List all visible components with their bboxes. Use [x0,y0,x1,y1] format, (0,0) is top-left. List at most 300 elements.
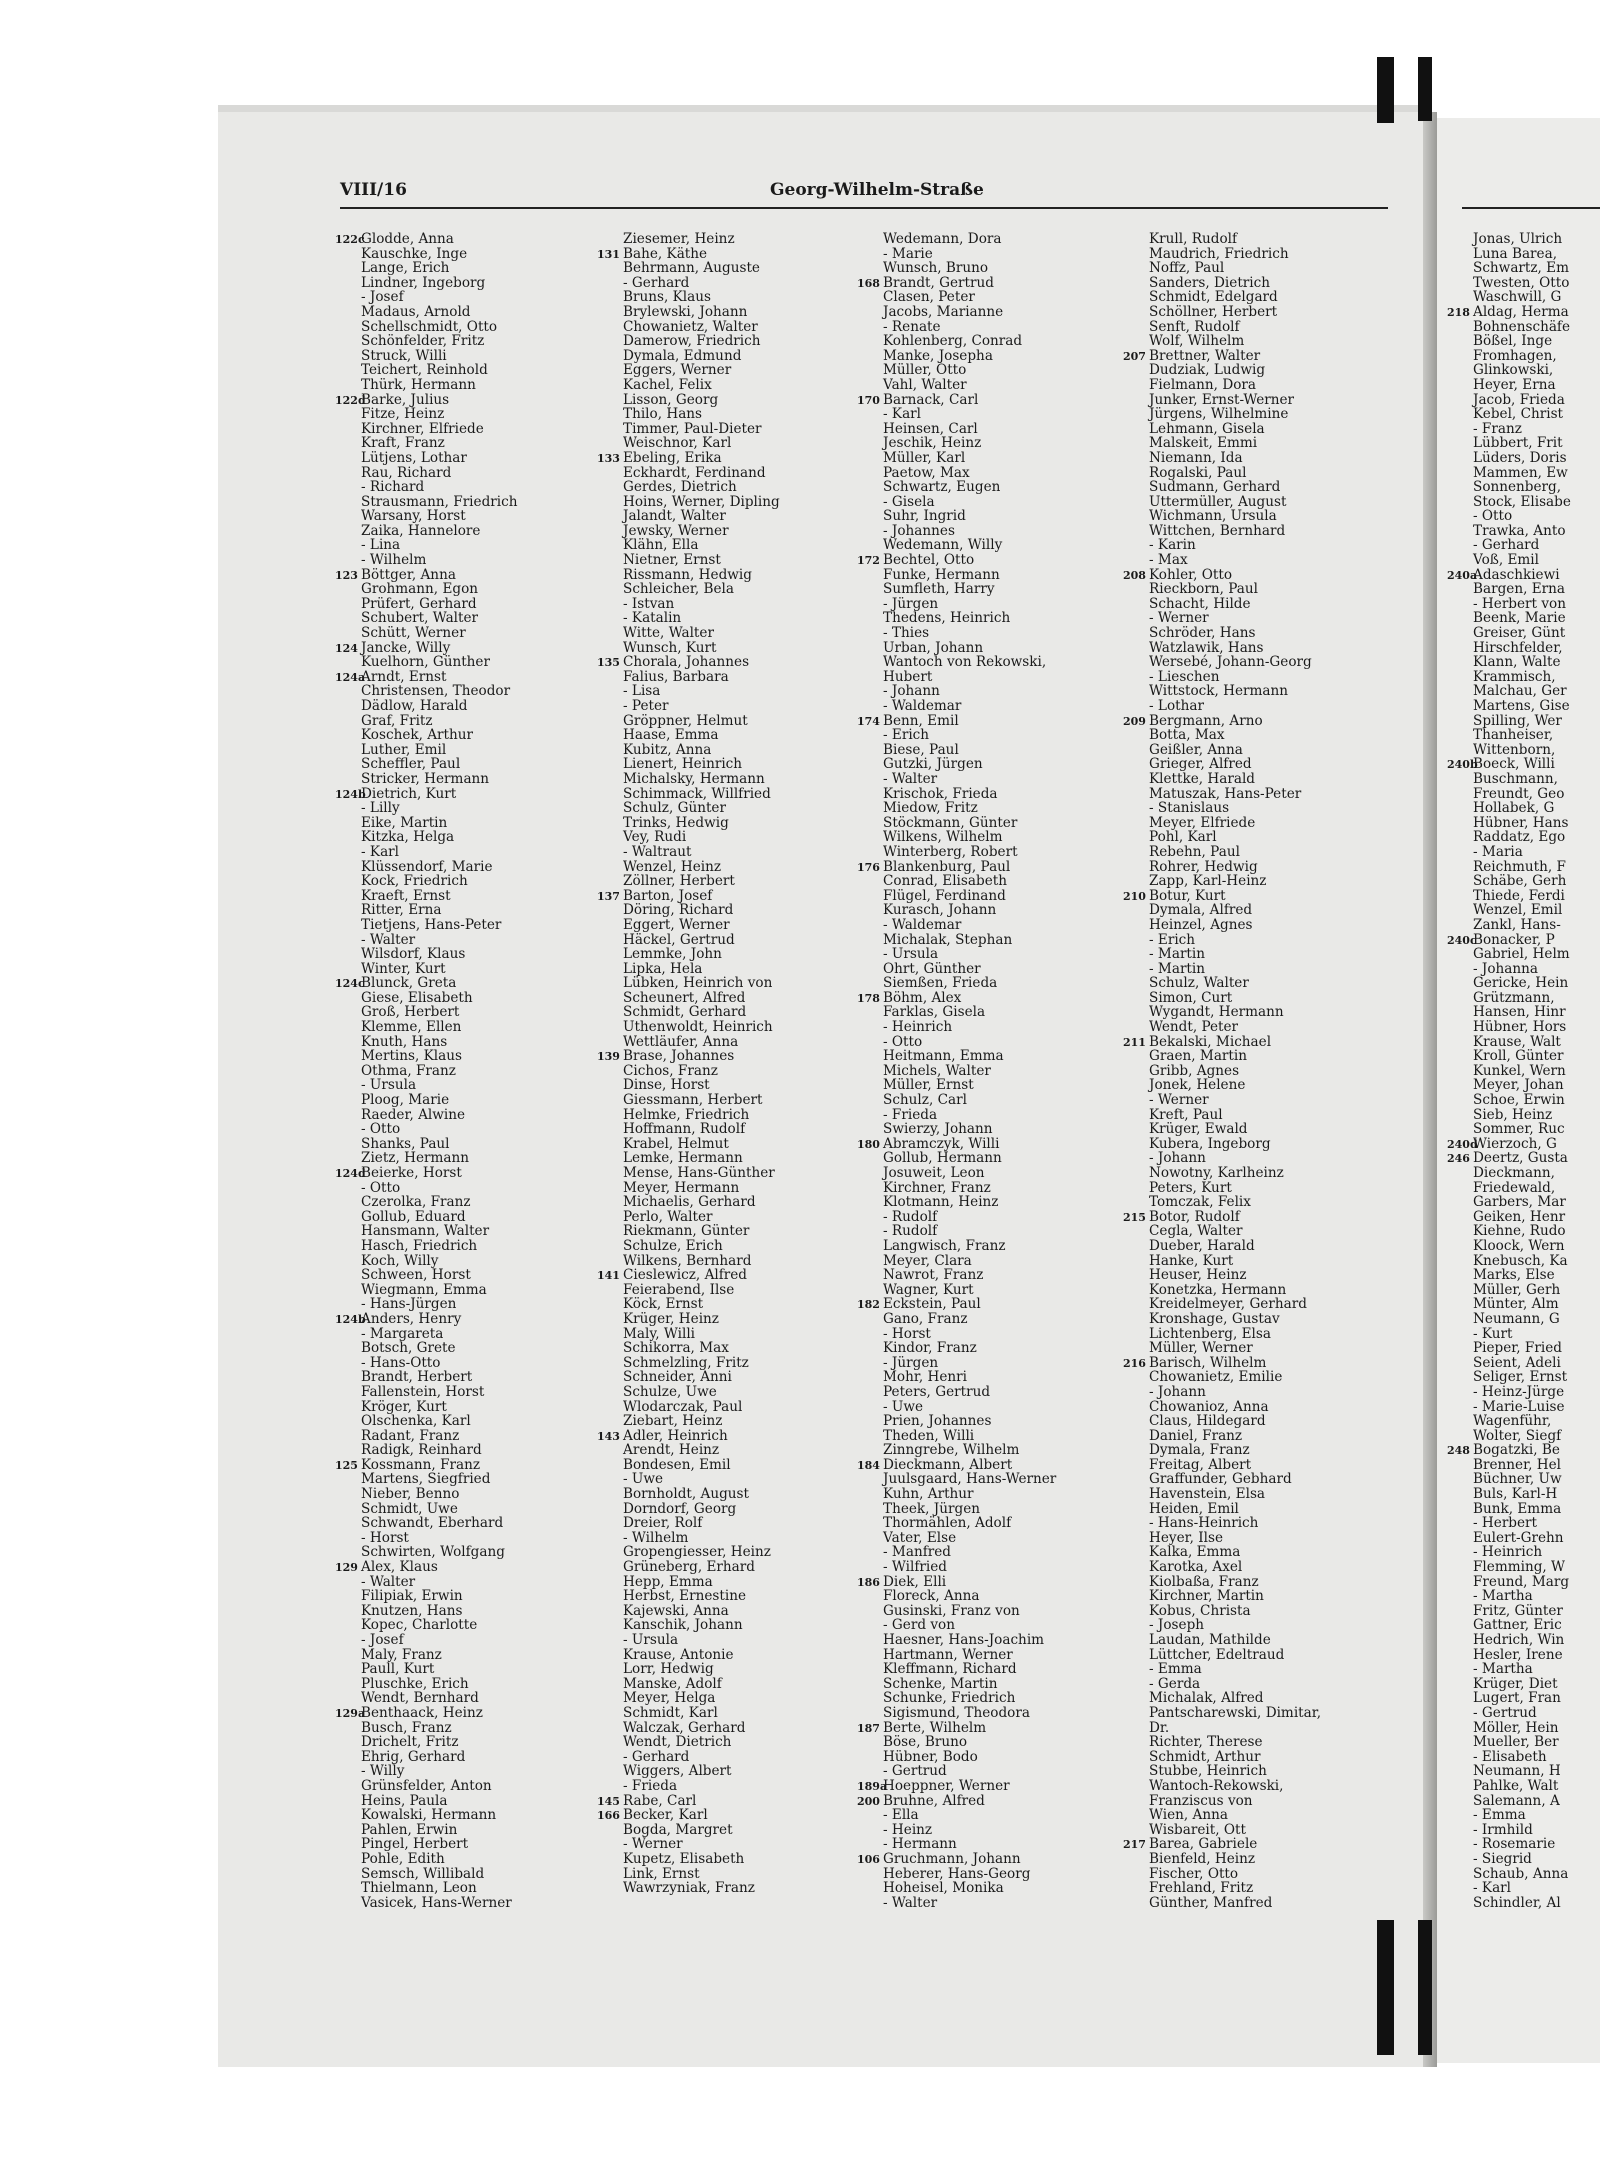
directory-entry [1447,699,1600,714]
resident-name: - Jürgen [883,595,939,612]
resident-name: Rau, Richard [361,464,452,481]
resident-name: Fischer, Otto [1149,1865,1239,1882]
directory-entry [1447,1005,1600,1020]
directory-entry [597,1764,842,1779]
directory-entry [1447,1545,1600,1560]
resident-name: Jonas, Ulrich [1473,231,1563,247]
resident-name: Müller, Karl [883,449,966,466]
directory-entry [1123,1472,1368,1487]
resident-name: Wersebé, Johann-Georg [1149,654,1312,671]
resident-name: Fritz, Günter [1473,1602,1563,1619]
directory-entry [1123,1589,1368,1604]
directory-entry [1123,1823,1368,1838]
directory-entry [857,1852,1102,1867]
directory-entry [857,1283,1102,1298]
resident-name: Beierke, Horst [361,1165,462,1181]
resident-name: Othma, Franz [361,1062,456,1079]
film-marker-bottom-left [1377,1920,1394,2055]
resident-name: Schmidt, Gerhard [623,1004,747,1021]
directory-entry [857,1648,1102,1663]
resident-name: Kajewski, Anna [623,1602,729,1619]
resident-name: Busch, Franz [361,1719,452,1736]
directory-entry [857,524,1102,539]
resident-name: - Marie-Luise [1473,1398,1565,1415]
resident-name: Flemming, W [1473,1559,1566,1576]
directory-entry [1123,1166,1368,1181]
directory-entry [1447,568,1600,583]
directory-entry [1123,1502,1368,1517]
directory-entry [597,889,842,904]
directory-entry [1447,538,1600,553]
resident-name: Maly, Willi [623,1325,696,1342]
resident-name: - Waldemar [883,698,962,714]
resident-name: Bergmann, Arno [1149,712,1263,729]
directory-entry [857,247,1102,262]
directory-entry [597,611,842,626]
directory-entry [1447,349,1600,364]
resident-name: Struck, Willi [361,347,447,364]
directory-entry [597,1210,842,1225]
resident-name: Tietjens, Hans-Peter [361,916,502,933]
directory-entry [597,378,842,393]
directory-entry [597,1414,842,1429]
resident-name: Heyer, Erna [1473,376,1556,393]
directory-entry [597,334,842,349]
house-number: 124d [335,1167,366,1180]
directory-entry [335,422,580,437]
resident-name: Schunke, Friedrich [883,1690,1016,1707]
house-number: 124b [335,1312,366,1326]
resident-name: Rohrer, Hedwig [1149,858,1258,875]
resident-name: Gutzki, Jürgen [883,756,983,773]
resident-name: Wittchen, Bernhard [1149,522,1286,539]
directory-entry [857,670,1102,685]
resident-name: Klettke, Harald [1149,770,1256,787]
directory-entry [335,1633,580,1648]
directory-entry [597,582,842,597]
directory-entry [1123,889,1368,904]
directory-entry [335,1560,580,1575]
directory-entry [597,947,842,962]
resident-name: Thielmann, Leon [361,1880,477,1897]
directory-entry [597,1545,842,1560]
house-number: 124a [335,670,366,684]
house-number: 166 [597,1809,620,1823]
resident-name: Meyer, Clara [883,1252,972,1269]
directory-entry [857,1239,1102,1254]
directory-entry [335,1867,580,1882]
directory-entry [597,1356,842,1371]
directory-entry [857,1327,1102,1342]
directory-entry [335,1458,580,1473]
resident-name: Blunck, Greta [361,975,457,992]
resident-name: Bunk, Emma [1473,1500,1562,1517]
resident-name: Glodde, Anna [361,231,454,247]
resident-name: Warsany, Horst [361,508,466,525]
directory-entry [1123,1254,1368,1269]
directory-entry [1123,830,1368,845]
directory-entry [1123,1852,1368,1867]
directory-entry [857,495,1102,510]
house-number: 216 [1123,1356,1146,1370]
resident-name: Christensen, Theodor [361,683,511,700]
directory-entry [1447,363,1600,378]
resident-name: Cieslewicz, Alfred [623,1267,748,1284]
resident-name: Adler, Heinrich [623,1427,728,1444]
directory-entry [1123,1005,1368,1020]
directory-entry [857,991,1102,1006]
resident-name: Schütt, Werner [361,625,466,642]
directory-entry [1123,524,1368,539]
directory-entry [1447,495,1600,510]
film-marker-top-right [1418,57,1432,121]
resident-name: Voß, Emil [1473,552,1539,569]
directory-entry [597,976,842,991]
resident-name: Paull, Kurt [361,1661,435,1678]
resident-name: Wendt, Bernhard [361,1690,479,1707]
directory-entry [857,582,1102,597]
resident-name: Stock, Elisabe [1473,493,1571,510]
resident-name: Jacobs, Marianne [883,303,1004,320]
resident-name: Bechtel, Otto [883,552,975,569]
resident-name: Brylewski, Johann [623,303,748,320]
resident-name: Wantoch-Rekowski, [1149,1777,1284,1794]
resident-name: Büchner, Uw [1473,1471,1562,1488]
resident-name: Krause, Walt [1473,1033,1561,1050]
directory-entry [1123,1779,1368,1794]
directory-entry [1447,991,1600,1006]
resident-name: Hubert [883,668,933,685]
resident-name: Krüger, Ewald [1149,1121,1248,1138]
directory-entry [335,393,580,408]
resident-name: Buls, Karl-H [1473,1486,1558,1503]
resident-name: Pohl, Karl [1149,829,1217,846]
resident-name: Simon, Curt [1149,989,1233,1006]
resident-name: Bruhne, Alfred [883,1792,985,1809]
directory-entry [1123,334,1368,349]
resident-name: - Heinz-Jürge [1473,1383,1565,1400]
resident-name: Blankenburg, Paul [883,858,1011,875]
directory-entry [335,597,580,612]
resident-name: - Frieda [623,1777,678,1794]
resident-name: Böhm, Alex [883,989,962,1006]
resident-name: Krüger, Diet [1473,1675,1558,1692]
resident-name: Wendt, Peter [1149,1019,1239,1036]
resident-name: Krischok, Frieda [883,785,998,802]
resident-name: Botta, Max [1149,727,1225,744]
directory-entry [1123,655,1368,670]
resident-name: Sumfleth, Harry [883,581,995,598]
resident-name: Boeck, Willi [1473,756,1555,773]
resident-name: Schwartz, Em [1473,260,1569,277]
directory-entry [1123,349,1368,364]
resident-name: Peters, Kurt [1149,1179,1232,1196]
directory-entry [335,1122,580,1137]
directory-entry [1447,1560,1600,1575]
directory-entry [1123,1035,1368,1050]
directory-entry [1123,363,1368,378]
resident-name: Koschek, Arthur [361,727,474,744]
resident-name: Schindler, Al [1473,1894,1561,1911]
directory-entry [1123,1794,1368,1809]
directory-entry [597,1677,842,1692]
resident-name: Wagenführ, [1473,1413,1552,1430]
resident-name: Arndt, Ernst [361,668,447,685]
directory-entry [335,611,580,626]
directory-entry [597,1385,842,1400]
directory-entry [1447,1020,1600,1035]
resident-name: - Johann [1149,1383,1206,1400]
directory-entry [597,962,842,977]
resident-name: Schmidt, Arthur [1149,1748,1261,1765]
directory-entry [335,1545,580,1560]
directory-entry [1123,407,1368,422]
resident-name: Kubera, Ingeborg [1149,1135,1271,1152]
resident-name: Jacob, Frieda [1473,391,1565,408]
resident-name: Heins, Paula [361,1792,448,1809]
resident-name: - Wilhelm [623,1529,689,1546]
house-number: 246 [1447,1152,1470,1166]
directory-entry [857,1166,1102,1181]
directory-entry [1447,1779,1600,1794]
resident-name: Schleicher, Bela [623,581,734,598]
resident-name: Lienert, Heinrich [623,756,743,773]
resident-name: Bargen, Erna [1473,581,1566,598]
directory-entry [335,1531,580,1546]
directory-entry [857,1108,1102,1123]
resident-name: Lehmann, Gisela [1149,420,1265,437]
resident-name: Nawrot, Franz [883,1267,984,1284]
resident-name: Müller, Gerh [1473,1281,1561,1298]
running-title: Georg-Wilhelm-Straße [770,180,984,200]
directory-entry [1123,1195,1368,1210]
resident-name: Rieckborn, Paul [1149,581,1259,598]
directory-entry [1123,305,1368,320]
resident-name: Chowanietz, Emilie [1149,1369,1283,1386]
directory-entry [335,874,580,889]
resident-name: - Uwe [623,1471,664,1488]
directory-entry [1123,1385,1368,1400]
resident-name: Bienfeld, Heinz [1149,1850,1256,1867]
resident-name: Eckstein, Paul [883,1296,981,1313]
resident-name: - Walter [361,931,416,948]
directory-entry [335,538,580,553]
house-number: 106 [857,1852,880,1866]
resident-name: Waschwill, G [1473,289,1562,306]
directory-entry [1123,1224,1368,1239]
resident-name: Kuhn, Arthur [883,1486,974,1503]
directory-entry [857,1429,1102,1444]
directory-entry [597,1633,842,1648]
resident-name: Lange, Erich [361,260,450,277]
page-number: VIII/16 [340,180,407,200]
directory-entry [597,933,842,948]
directory-entry [597,320,842,335]
resident-name: Gruchmann, Johann [883,1850,1021,1867]
resident-name: Rogalski, Paul [1149,464,1247,481]
directory-entry [335,1370,580,1385]
directory-entry [857,655,1102,670]
resident-name: - Gertrud [883,1763,947,1780]
directory-entry [335,1400,580,1415]
directory-entry [597,1093,842,1108]
resident-name: Hepp, Emma [623,1573,713,1590]
directory-entry [335,1151,580,1166]
directory-entry [857,538,1102,553]
resident-name: Miedow, Fritz [883,800,978,817]
directory-entry [857,1867,1102,1882]
resident-name: - Martha [1473,1588,1533,1605]
directory-entry [1447,290,1600,305]
directory-entry [1123,1808,1368,1823]
directory-entry [1123,1677,1368,1692]
directory-entry [857,1064,1102,1079]
resident-name: Freund, Marg [1473,1573,1570,1590]
resident-name: Hirschfelder, [1473,639,1563,656]
resident-name: Klähn, Ella [623,537,699,554]
resident-name: Gollub, Hermann [883,1150,1002,1167]
resident-name: - Martin [1149,946,1206,963]
resident-name: - Herbert [1473,1515,1538,1532]
resident-name: Seliger, Ernst [1473,1369,1568,1386]
directory-entry [1447,1093,1600,1108]
directory-entry [597,641,842,656]
directory-entry [857,1400,1102,1415]
resident-name: - Heinrich [883,1019,953,1036]
resident-name: - Johanna [1473,960,1539,977]
directory-entry [335,1268,580,1283]
resident-name: Geiken, Henr [1473,1208,1566,1225]
directory-entry [857,860,1102,875]
directory-entry [1123,1648,1368,1663]
resident-name: - Karl [1473,1880,1512,1897]
directory-entry [1123,1764,1368,1779]
resident-name: Günther, Manfred [1149,1894,1273,1911]
directory-entry [857,962,1102,977]
resident-name: Diek, Elli [883,1573,947,1590]
directory-entry [1123,1633,1368,1648]
directory-entry [335,1691,580,1706]
resident-name: Sieb, Heinz [1473,1106,1553,1123]
directory-entry [1447,1735,1600,1750]
directory-entry [1123,1341,1368,1356]
directory-entry [335,305,580,320]
resident-name: Michaelis, Gerhard [623,1194,756,1211]
directory-entry [857,1589,1102,1604]
directory-entry [857,626,1102,641]
resident-name: Knuth, Hans [361,1033,448,1050]
house-number: 135 [597,656,620,670]
directory-entry [1123,1896,1368,1911]
resident-name: Klemme, Ellen [361,1019,462,1036]
resident-name: Bogatzki, Be [1473,1442,1560,1459]
directory-entry [335,1677,580,1692]
resident-name: Brandt, Herbert [361,1369,473,1386]
resident-name: Martens, Siegfried [361,1471,491,1488]
directory-entry [1447,232,1600,247]
directory-entry [1447,1385,1600,1400]
resident-name: Falius, Barbara [623,668,729,685]
directory-entry [597,1589,842,1604]
directory-entry [1123,538,1368,553]
directory-entry [1123,962,1368,977]
resident-name: Lichtenberg, Elsa [1149,1325,1271,1342]
directory-entry [335,655,580,670]
directory-entry [597,1035,842,1050]
facing-page-column [1447,232,1600,1910]
directory-entry [335,1341,580,1356]
directory-entry [1447,787,1600,802]
directory-entry [857,1779,1102,1794]
resident-name: - Gerhard [623,1748,690,1765]
resident-name: - Heinz [883,1821,933,1838]
directory-entry [1447,1443,1600,1458]
resident-name: Bogda, Margret [623,1821,733,1838]
resident-name: Ziesemer, Heinz [623,231,735,247]
resident-name: Jonek, Helene [1149,1077,1246,1094]
resident-name: Schulze, Uwe [623,1383,717,1400]
resident-name: - Johann [1149,1150,1206,1167]
resident-name: Timmer, Paul-Dieter [623,420,762,437]
house-number: 218 [1447,305,1470,319]
directory-entry [335,641,580,656]
resident-name: Nowotny, Karlheinz [1149,1165,1284,1181]
directory-entry [1447,1662,1600,1677]
house-number: 240d [1447,1137,1478,1151]
directory-entry [335,553,580,568]
resident-name: Mertins, Klaus [361,1048,462,1065]
directory-entry [597,1137,842,1152]
resident-name: Conrad, Elisabeth [883,873,1007,890]
resident-name: Freundt, Geo [1473,785,1565,802]
resident-name: Wawrzyniak, Franz [623,1880,755,1897]
directory-entry [335,247,580,262]
directory-entry [335,1166,580,1181]
directory-entry [1123,947,1368,962]
directory-entry [335,1618,580,1633]
resident-name: Glinkowski, [1473,362,1554,379]
directory-entry [857,1545,1102,1560]
directory-entry [857,1370,1102,1385]
resident-name: - Martha [1473,1661,1533,1678]
directory-entry [857,1721,1102,1736]
directory-entry [335,1312,580,1327]
resident-name: Benthaack, Heinz [361,1704,483,1721]
house-number: 129 [335,1561,358,1575]
directory-entry [1447,1823,1600,1838]
directory-entry [1447,830,1600,845]
directory-entry [597,1254,842,1269]
resident-name: Suhr, Ingrid [883,508,966,525]
directory-entry [597,757,842,772]
resident-name: Jalandt, Walter [623,508,726,525]
directory-entry [335,743,580,758]
resident-name: Heitmann, Emma [883,1048,1004,1065]
resident-name: - Siegrid [1473,1850,1532,1867]
resident-name: Wichmann, Ursula [1149,508,1277,525]
directory-entry [857,1633,1102,1648]
directory-entry [335,1093,580,1108]
resident-name: Kupetz, Elisabeth [623,1850,745,1867]
directory-entry [335,903,580,918]
resident-name: Josuweit, Leon [883,1165,985,1181]
directory-entry [1123,1356,1368,1371]
resident-name: Zaika, Hannelore [361,522,481,539]
resident-name: Dr. [1149,1719,1170,1736]
resident-name: Wagner, Kurt [883,1281,974,1298]
directory-entry [857,1706,1102,1721]
directory-entry [597,699,842,714]
